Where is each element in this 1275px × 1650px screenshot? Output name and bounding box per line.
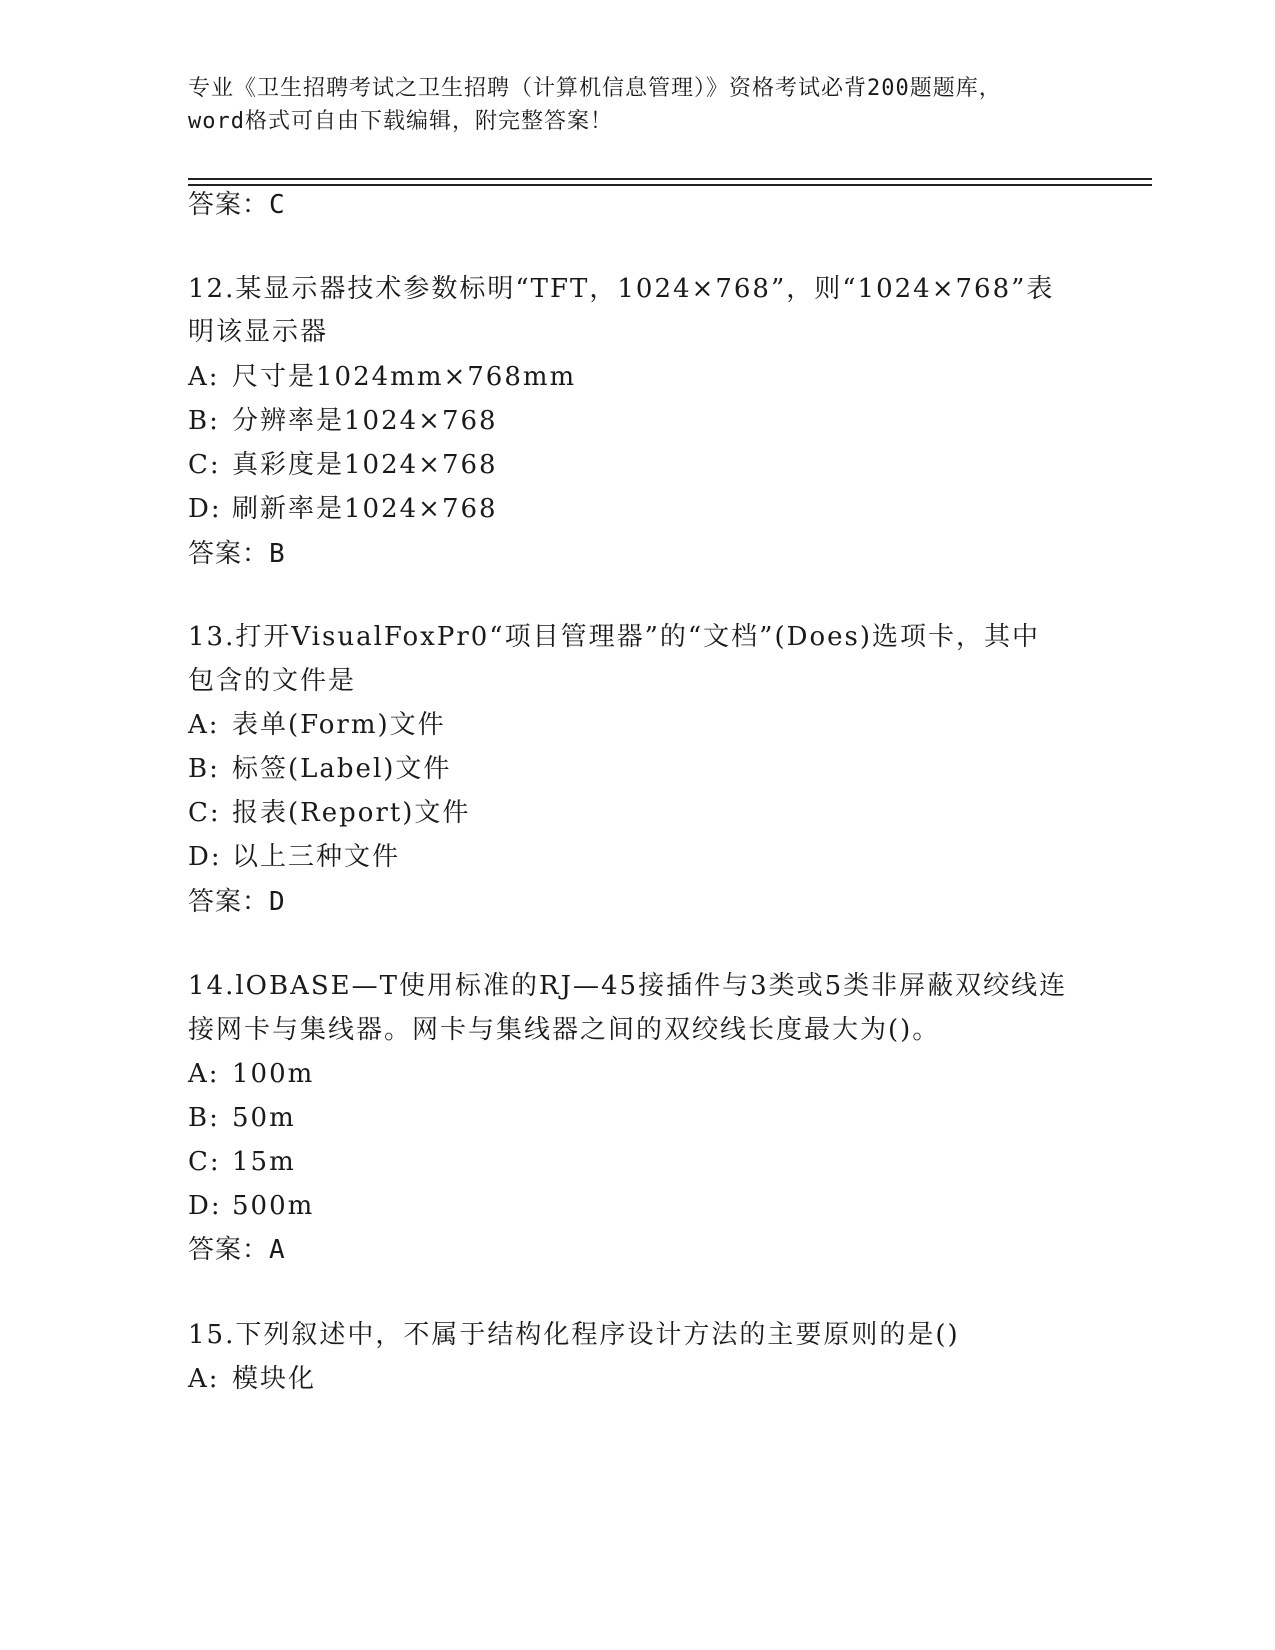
question-13-option-d [188, 840, 400, 874]
question-13-option-a [188, 708, 446, 742]
question-14-option-b [188, 1101, 296, 1135]
question-13-stem-line-2: 包含的文件是 [188, 666, 357, 696]
option-text: 模块化 [232, 1364, 317, 1394]
answer-label: 答案： [188, 539, 270, 569]
question-12-option-d [188, 492, 498, 526]
question-13-option-b [188, 752, 451, 786]
answer-value: C [269, 190, 286, 220]
header-divider-top [188, 178, 1152, 180]
option-label: A: [188, 362, 220, 392]
option-text: 以上三种文件 [232, 842, 401, 872]
header-line-1: 专业《卫生招聘考试之卫生招聘（计算机信息管理）》资格考试必背200题题库， [188, 76, 1002, 101]
question-15-stem-line-1: 15.下列叙述中，不属于结构化程序设计方法的主要原则的是() [188, 1320, 960, 1350]
question-14-option-d [188, 1189, 314, 1223]
option-text: 分辨率是1024×768 [232, 406, 498, 436]
question-12-option-b [188, 404, 498, 438]
option-text: 标签(Label)文件 [232, 754, 452, 784]
question-14-option-a [188, 1057, 314, 1091]
answer-label: 答案： [188, 887, 270, 917]
question-12-stem-line-2: 明该显示器 [188, 317, 329, 347]
answer-value: A [269, 1235, 286, 1265]
option-text: 刷新率是1024×768 [232, 494, 498, 524]
question-14-option-c [188, 1145, 296, 1179]
answer-label: 答案： [188, 1235, 270, 1265]
question-14-stem-line-2: 接网卡与集线器。网卡与集线器之间的双绞线长度最大为()。 [188, 1015, 941, 1045]
answer-value: B [269, 539, 286, 569]
option-text: 报表(Report)文件 [232, 798, 471, 828]
option-label: C: [188, 450, 221, 480]
question-13-stem-line-1: 13.打开VisualFoxPr0“项目管理器”的“文档”(Does)选项卡，其中 [188, 622, 1040, 652]
option-text: 尺寸是1024mm×768mm [232, 362, 577, 392]
question-12-option-c [188, 448, 498, 482]
question-14-stem-line-1: 14.lOBASE—T使用标准的RJ—45接插件与3类或5类非屏蔽双绞线连 [188, 971, 1068, 1001]
option-label: A: [188, 1364, 220, 1394]
question-12-answer [188, 537, 286, 571]
question-15-option-a [188, 1362, 316, 1396]
answer-value: D [269, 887, 286, 917]
answer-line [188, 188, 286, 222]
question-12-stem-line-1: 12.某显示器技术参数标明“TFT，1024×768”，则“1024×768”表 [188, 274, 1055, 304]
header-divider-bottom [188, 184, 1152, 186]
question-14-answer [188, 1233, 286, 1267]
answer-label: 答案： [188, 190, 270, 220]
option-text: 100m [232, 1059, 315, 1089]
option-label: D: [188, 1191, 222, 1221]
option-text: 50m [232, 1103, 296, 1133]
option-label: B: [188, 754, 220, 784]
option-text: 真彩度是1024×768 [232, 450, 498, 480]
option-label: A: [188, 1059, 220, 1089]
option-text: 表单(Form)文件 [232, 710, 446, 740]
option-text: 15m [232, 1147, 296, 1177]
question-13-option-c [188, 796, 470, 830]
document-header [188, 72, 1088, 138]
option-text: 500m [232, 1191, 315, 1221]
option-label: B: [188, 406, 220, 436]
option-label: D: [188, 842, 222, 872]
option-label: C: [188, 1147, 221, 1177]
question-12-option-a [188, 360, 576, 394]
header-line-2: word格式可自由下载编辑，附完整答案！ [188, 109, 613, 134]
option-label: A: [188, 710, 220, 740]
option-label: D: [188, 494, 222, 524]
option-label: B: [188, 1103, 220, 1133]
option-label: C: [188, 798, 221, 828]
question-13-answer [188, 885, 286, 919]
